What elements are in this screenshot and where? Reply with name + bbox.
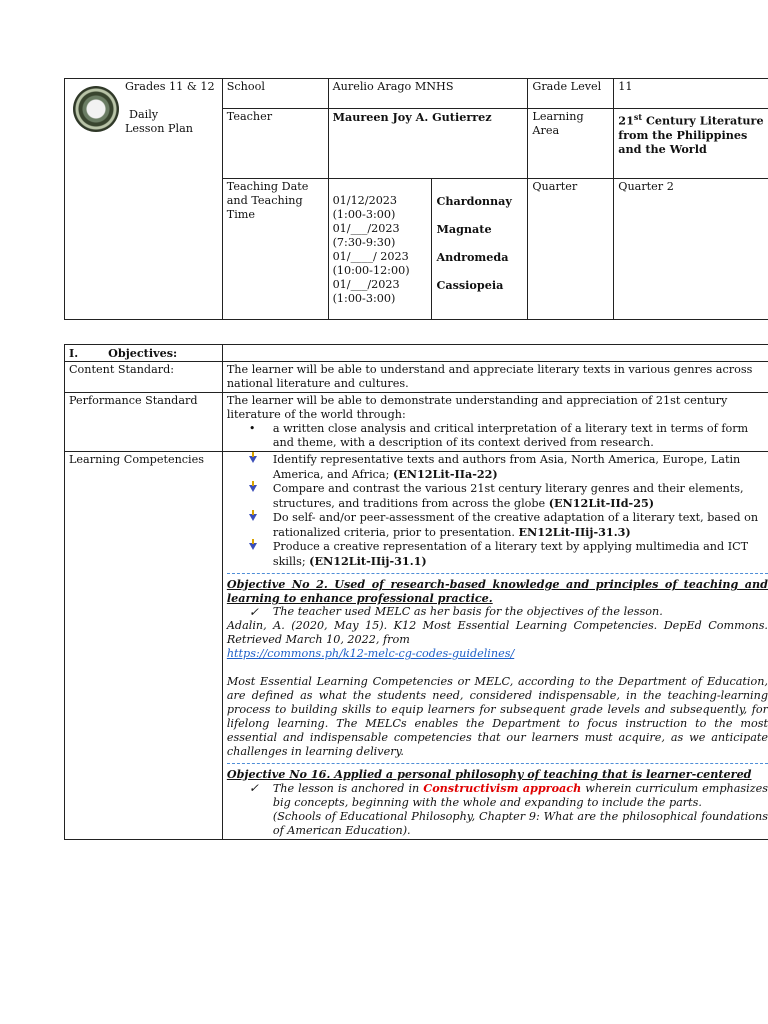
objective-16-reference: (Schools of Educational Philosophy, Chapter 9: What are the philosophical foundations of American Education). — [272, 810, 768, 837]
schedule-dates — [328, 179, 432, 320]
lesson-plan-label: Lesson Plan — [125, 122, 194, 135]
arrow-bullet-icon — [249, 543, 257, 550]
schedule-date: 01/___/2023 (7:30-9:30) — [332, 222, 400, 249]
arrow-bullet-icon — [249, 514, 257, 521]
teaching-time-label: Teaching Date and Teaching Time — [222, 179, 328, 320]
school-logo-cell — [65, 79, 223, 320]
school-seal-icon — [73, 86, 119, 132]
objective-2-title: Objective No 2. Used of research-based knowledge and principles of teaching and learning to enhance professional practice. — [226, 577, 768, 605]
section-name: Andromeda — [436, 250, 509, 264]
objectives-table — [64, 344, 768, 840]
checkmark-icon: ✓ — [248, 781, 259, 795]
performance-bullet: • a written close analysis and critical interpretation of a literary text in terms of form and theme, with a description of its context derived from research. — [248, 422, 749, 449]
section-name: Cassiopeia — [436, 278, 504, 292]
school-label: School — [222, 79, 328, 109]
quarter-value: Quarter 2 — [614, 179, 768, 320]
checkmark-icon: ✓ — [248, 605, 259, 619]
teacher-value: Maureen Joy A. Gutierrez — [328, 109, 528, 179]
arrow-bullet-icon — [249, 456, 257, 463]
competency-item: Do self- and/or peer-assessment of the creative adaptation of a literary text, based on rationalized criteria, prior to presentation. EN12Lit-IIij-31.3) — [227, 511, 768, 540]
header-table — [64, 78, 768, 320]
objective-16-title: Objective No 16. Applied a personal philosophy of teaching that is learner-centered — [226, 767, 752, 781]
dashed-divider — [227, 573, 768, 574]
competency-item: Compare and contrast the various 21st century literary genres and their elements, structures, and traditions from across the globe (EN12Lit-IId-25) — [227, 482, 768, 511]
grade-level-value: 11 — [614, 79, 768, 109]
learning-competencies-label: Learning Competencies — [65, 452, 223, 840]
dashed-divider — [227, 763, 768, 764]
teacher-label: Teacher — [222, 109, 328, 179]
objective-16-check: ✓ The lesson is anchored in Constructivism approach wherein curriculum emphasizes big concepts, beginning with the whole and expanding to include the parts. (Schools of Educational Philosophy, Chapter 9: What are the philosophical foundations of American Education). — [248, 781, 768, 837]
arrow-bullet-icon — [249, 485, 257, 492]
learning-area-label: Learning Area — [528, 109, 614, 179]
melc-paragraph: Most Essential Learning Competencies or MELC, according to the Department of Education, are defined as what the students need, considered indispensable, in the teaching-learning process to building skills to equip learners for subsequent grade levels and subsequently, for lifelong learning. The MELCs enables the Department to focus instruction to the most essential and indispensable competencies that our learners must acquire, as we anticipate challenges in learning delivery. — [226, 675, 768, 758]
section-name: Magnate — [436, 222, 492, 236]
performance-standard-text: The learner will be able to demonstrate understanding and appreciation of 21st century literature of the world through: — [226, 394, 728, 421]
daily-label: Daily — [129, 108, 159, 121]
competency-item: Produce a creative representation of a literary text by applying multimedia and ICT skills; (EN12Lit-IIij-31.1) — [227, 540, 768, 569]
grade-level-label: Grade Level — [528, 79, 614, 109]
quarter-label: Quarter — [528, 179, 614, 320]
content-standard-text: The learner will be able to understand and appreciate literary texts in various genres across national literature and cultures. — [222, 362, 768, 393]
performance-standard-label: Performance Standard — [65, 393, 223, 452]
grades-label: Grades 11 & 12 — [125, 80, 215, 93]
objectives-heading: I. Objectives: — [65, 345, 223, 362]
learning-competencies-cell — [222, 452, 768, 840]
melc-link[interactable]: https://commons.ph/k12-melc-cg-codes-guidelines/ — [226, 647, 515, 660]
school-value: Aurelio Arago MNHS — [328, 79, 528, 109]
schedule-sections — [432, 179, 528, 320]
objective-2-reference: Adalin, A. (2020, May 15). K12 Most Essential Learning Competencies. DepEd Commons. Retrieved March 10, 2022, from — [226, 619, 768, 646]
schedule-date: 01/___/2023 (1:00-3:00) — [332, 278, 400, 305]
schedule-date: 01/____/ 2023 (10:00-12:00) — [332, 250, 410, 277]
schedule-date: 01/12/2023 (1:00-3:00) — [332, 194, 398, 221]
section-name: Chardonnay — [436, 194, 512, 208]
competency-item: Identify representative texts and authors from Asia, North America, Europe, Latin America, and Africa; (EN12Lit-IIa-22) — [227, 453, 768, 482]
objective-2-check: ✓ The teacher used MELC as her basis for the objectives of the lesson. — [248, 605, 663, 619]
content-standard-label: Content Standard: — [65, 362, 223, 393]
learning-area-value: 21st Century Literature from the Philippines and the World — [614, 109, 768, 179]
performance-standard-cell — [222, 393, 768, 452]
